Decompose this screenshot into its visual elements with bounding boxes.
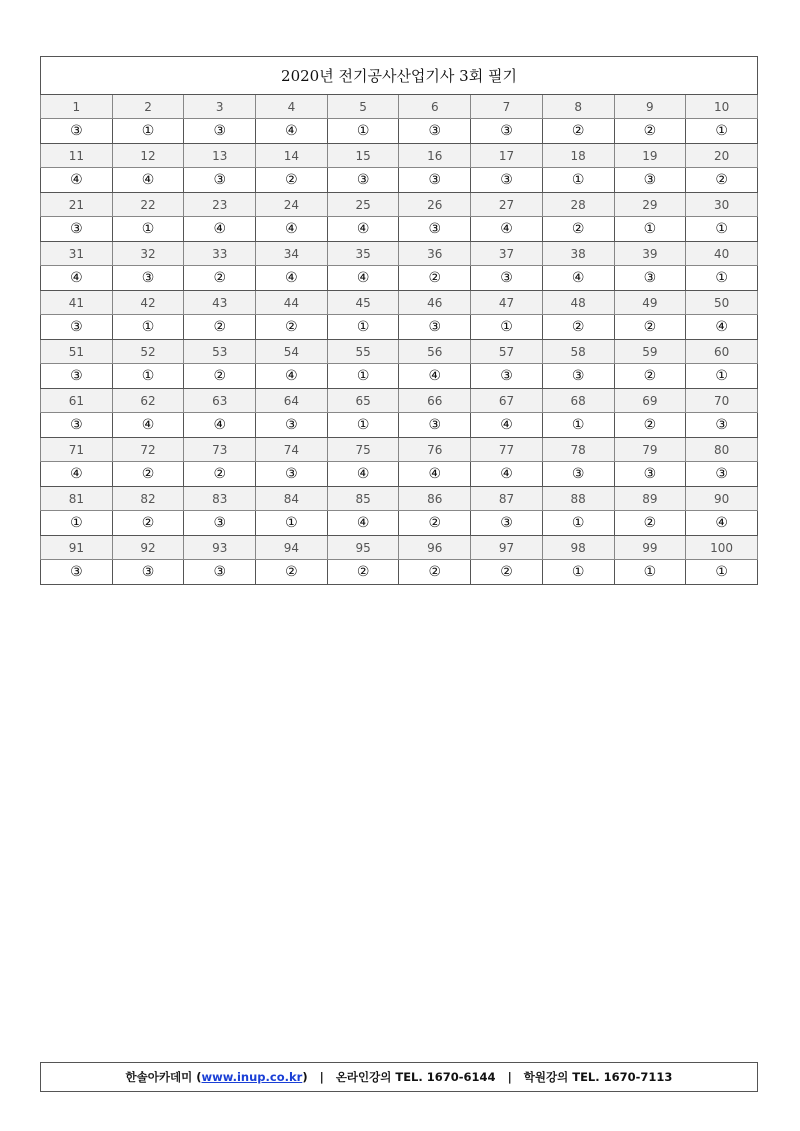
question-number: 71 [41, 438, 113, 462]
answer-cell: ④ [256, 119, 328, 144]
answer-cell: ② [614, 364, 686, 389]
question-number: 11 [41, 144, 113, 168]
question-number: 66 [399, 389, 471, 413]
question-number: 46 [399, 291, 471, 315]
answer-cell: ② [256, 168, 328, 193]
footer-divider: | [507, 1070, 512, 1084]
question-number: 82 [112, 487, 184, 511]
question-number: 76 [399, 438, 471, 462]
answer-row [41, 168, 758, 193]
question-number: 21 [41, 193, 113, 217]
answer-cell: ③ [471, 168, 543, 193]
answer-cell: ① [542, 168, 614, 193]
question-number: 15 [327, 144, 399, 168]
answer-cell: ③ [41, 119, 113, 144]
question-number: 54 [256, 340, 328, 364]
answer-row [41, 462, 758, 487]
answer-cell: ② [184, 462, 256, 487]
answer-cell: ② [471, 560, 543, 585]
question-number-row [41, 536, 758, 560]
question-number: 32 [112, 242, 184, 266]
question-number: 36 [399, 242, 471, 266]
answer-row [41, 364, 758, 389]
question-number: 84 [256, 487, 328, 511]
question-number: 97 [471, 536, 543, 560]
answer-cell: ① [686, 119, 758, 144]
answer-cell: ① [112, 217, 184, 242]
open-paren: ( [196, 1070, 202, 1084]
answer-cell: ② [112, 511, 184, 536]
question-number: 23 [184, 193, 256, 217]
classroom-lecture-tel: 학원강의 TEL. 1670-7113 [523, 1070, 673, 1084]
question-number: 90 [686, 487, 758, 511]
answer-cell: ④ [327, 217, 399, 242]
question-number: 61 [41, 389, 113, 413]
question-number: 31 [41, 242, 113, 266]
question-number: 30 [686, 193, 758, 217]
question-number: 41 [41, 291, 113, 315]
question-number: 28 [542, 193, 614, 217]
question-number: 3 [184, 95, 256, 119]
question-number: 1 [41, 95, 113, 119]
answer-cell: ④ [256, 266, 328, 291]
question-number: 86 [399, 487, 471, 511]
answer-cell: ③ [399, 413, 471, 438]
question-number-row [41, 95, 758, 119]
answer-cell: ① [327, 413, 399, 438]
question-number: 73 [184, 438, 256, 462]
answer-cell: ① [256, 511, 328, 536]
question-number: 4 [256, 95, 328, 119]
question-number: 75 [327, 438, 399, 462]
question-number: 2 [112, 95, 184, 119]
question-number: 100 [686, 536, 758, 560]
answer-cell: ③ [112, 560, 184, 585]
answer-cell: ④ [256, 217, 328, 242]
answer-cell: ② [112, 462, 184, 487]
question-number: 68 [542, 389, 614, 413]
question-number: 52 [112, 340, 184, 364]
answer-cell: ④ [184, 413, 256, 438]
question-number: 40 [686, 242, 758, 266]
question-number: 87 [471, 487, 543, 511]
answer-cell: ② [184, 266, 256, 291]
answer-cell: ① [112, 119, 184, 144]
answer-sheet [40, 56, 758, 585]
answer-cell: ① [542, 511, 614, 536]
answer-cell: ② [542, 315, 614, 340]
question-number: 60 [686, 340, 758, 364]
question-number: 13 [184, 144, 256, 168]
question-number: 26 [399, 193, 471, 217]
question-number: 17 [471, 144, 543, 168]
answer-cell: ④ [41, 168, 113, 193]
answer-cell: ① [686, 266, 758, 291]
question-number: 34 [256, 242, 328, 266]
question-number: 63 [184, 389, 256, 413]
answer-cell: ① [686, 364, 758, 389]
answer-cell: ④ [471, 413, 543, 438]
answer-cell: ③ [614, 462, 686, 487]
question-number: 43 [184, 291, 256, 315]
answer-cell: ② [327, 560, 399, 585]
answer-row [41, 217, 758, 242]
answer-table [40, 56, 758, 585]
answer-cell: ③ [256, 413, 328, 438]
question-number: 18 [542, 144, 614, 168]
answer-cell: ② [399, 560, 471, 585]
question-number: 99 [614, 536, 686, 560]
answer-cell: ④ [112, 413, 184, 438]
question-number: 49 [614, 291, 686, 315]
answer-cell: ④ [184, 217, 256, 242]
answer-cell: ③ [471, 511, 543, 536]
question-number: 22 [112, 193, 184, 217]
question-number: 8 [542, 95, 614, 119]
footer-divider: | [319, 1070, 324, 1084]
answer-cell: ③ [471, 119, 543, 144]
question-number: 85 [327, 487, 399, 511]
answer-cell: ② [614, 511, 686, 536]
question-number: 19 [614, 144, 686, 168]
question-number: 98 [542, 536, 614, 560]
answer-cell: ④ [471, 462, 543, 487]
answer-cell: ③ [256, 462, 328, 487]
answer-cell: ② [399, 511, 471, 536]
question-number: 33 [184, 242, 256, 266]
answer-row [41, 266, 758, 291]
question-number-row [41, 242, 758, 266]
question-number: 42 [112, 291, 184, 315]
question-number: 16 [399, 144, 471, 168]
answer-cell: ③ [471, 266, 543, 291]
answer-row [41, 119, 758, 144]
question-number: 38 [542, 242, 614, 266]
answer-cell: ④ [686, 511, 758, 536]
answer-cell: ③ [112, 266, 184, 291]
question-number: 48 [542, 291, 614, 315]
answer-cell: ③ [184, 511, 256, 536]
answer-cell: ④ [112, 168, 184, 193]
answer-cell: ③ [614, 168, 686, 193]
answer-cell: ① [327, 119, 399, 144]
title-row [41, 57, 758, 95]
answer-cell: ③ [41, 315, 113, 340]
question-number-row [41, 144, 758, 168]
question-number: 59 [614, 340, 686, 364]
answer-cell: ① [542, 560, 614, 585]
question-number: 14 [256, 144, 328, 168]
question-number-row [41, 340, 758, 364]
online-lecture-tel: 온라인강의 TEL. 1670-6144 [335, 1070, 496, 1084]
question-number: 79 [614, 438, 686, 462]
answer-cell: ③ [471, 364, 543, 389]
answer-cell: ④ [686, 315, 758, 340]
answer-cell: ④ [327, 462, 399, 487]
academy-name: 한솔아카데미 [125, 1070, 193, 1084]
question-number: 94 [256, 536, 328, 560]
question-number: 37 [471, 242, 543, 266]
question-number: 29 [614, 193, 686, 217]
answer-cell: ③ [686, 462, 758, 487]
question-number-row [41, 389, 758, 413]
question-number: 39 [614, 242, 686, 266]
answer-cell: ④ [256, 364, 328, 389]
answer-cell: ② [614, 413, 686, 438]
answer-cell: ② [184, 364, 256, 389]
answer-cell: ③ [327, 168, 399, 193]
question-number: 57 [471, 340, 543, 364]
answer-cell: ④ [327, 511, 399, 536]
footer [40, 1062, 758, 1092]
question-number: 56 [399, 340, 471, 364]
answer-cell: ③ [41, 364, 113, 389]
question-number: 80 [686, 438, 758, 462]
answer-cell: ① [112, 315, 184, 340]
question-number: 12 [112, 144, 184, 168]
answer-cell: ④ [471, 217, 543, 242]
answer-cell: ② [399, 266, 471, 291]
question-number: 96 [399, 536, 471, 560]
question-number-row [41, 438, 758, 462]
question-number: 35 [327, 242, 399, 266]
answer-row [41, 413, 758, 438]
answer-cell: ③ [41, 560, 113, 585]
answer-cell: ② [614, 315, 686, 340]
answer-cell: ② [614, 119, 686, 144]
answer-cell: ③ [184, 560, 256, 585]
answer-row [41, 511, 758, 536]
question-number: 20 [686, 144, 758, 168]
answer-cell: ① [542, 413, 614, 438]
answer-cell: ② [184, 315, 256, 340]
question-number: 58 [542, 340, 614, 364]
answer-cell: ③ [184, 168, 256, 193]
answer-cell: ① [614, 560, 686, 585]
website-link[interactable]: www.inup.co.kr [201, 1070, 303, 1084]
answer-cell: ④ [399, 462, 471, 487]
question-number: 50 [686, 291, 758, 315]
question-number: 51 [41, 340, 113, 364]
answer-cell: ② [542, 217, 614, 242]
answer-cell: ③ [686, 413, 758, 438]
answer-cell: ① [112, 364, 184, 389]
answer-cell: ① [471, 315, 543, 340]
answer-cell: ④ [41, 462, 113, 487]
question-number: 10 [686, 95, 758, 119]
answer-cell: ② [256, 560, 328, 585]
question-number: 25 [327, 193, 399, 217]
question-number: 5 [327, 95, 399, 119]
answer-cell: ③ [399, 168, 471, 193]
question-number-row [41, 487, 758, 511]
answer-row [41, 315, 758, 340]
question-number-row [41, 291, 758, 315]
question-number: 67 [471, 389, 543, 413]
answer-cell: ③ [184, 119, 256, 144]
question-number: 65 [327, 389, 399, 413]
answer-cell: ③ [542, 364, 614, 389]
question-number: 69 [614, 389, 686, 413]
answer-cell: ② [686, 168, 758, 193]
question-number: 64 [256, 389, 328, 413]
question-number: 77 [471, 438, 543, 462]
question-number: 92 [112, 536, 184, 560]
answer-cell: ④ [41, 266, 113, 291]
question-number: 74 [256, 438, 328, 462]
question-number: 88 [542, 487, 614, 511]
question-number: 89 [614, 487, 686, 511]
question-number: 78 [542, 438, 614, 462]
answer-cell: ③ [399, 315, 471, 340]
answer-cell: ② [542, 119, 614, 144]
answer-cell: ③ [399, 119, 471, 144]
answer-cell: ③ [542, 462, 614, 487]
question-number: 44 [256, 291, 328, 315]
question-number: 72 [112, 438, 184, 462]
question-number: 62 [112, 389, 184, 413]
question-number: 91 [41, 536, 113, 560]
question-number: 81 [41, 487, 113, 511]
answer-cell: ③ [614, 266, 686, 291]
question-number-row [41, 193, 758, 217]
question-number: 70 [686, 389, 758, 413]
question-number: 53 [184, 340, 256, 364]
answer-cell: ④ [542, 266, 614, 291]
question-number: 45 [327, 291, 399, 315]
answer-cell: ① [327, 364, 399, 389]
question-number: 24 [256, 193, 328, 217]
close-paren: ) [302, 1070, 308, 1084]
answer-row [41, 560, 758, 585]
answer-cell: ③ [399, 217, 471, 242]
question-number: 27 [471, 193, 543, 217]
answer-cell: ③ [41, 217, 113, 242]
answer-cell: ④ [327, 266, 399, 291]
answer-cell: ③ [41, 413, 113, 438]
answer-cell: ① [41, 511, 113, 536]
answer-cell: ① [614, 217, 686, 242]
question-number: 93 [184, 536, 256, 560]
question-number: 47 [471, 291, 543, 315]
question-number: 9 [614, 95, 686, 119]
answer-cell: ① [686, 217, 758, 242]
question-number: 7 [471, 95, 543, 119]
question-number: 83 [184, 487, 256, 511]
page-title: 2020년 전기공사산업기사 3회 필기 [41, 57, 758, 95]
question-number: 95 [327, 536, 399, 560]
answer-cell: ② [256, 315, 328, 340]
answer-cell: ④ [399, 364, 471, 389]
question-number: 55 [327, 340, 399, 364]
answer-cell: ① [686, 560, 758, 585]
question-number: 6 [399, 95, 471, 119]
answer-cell: ① [327, 315, 399, 340]
